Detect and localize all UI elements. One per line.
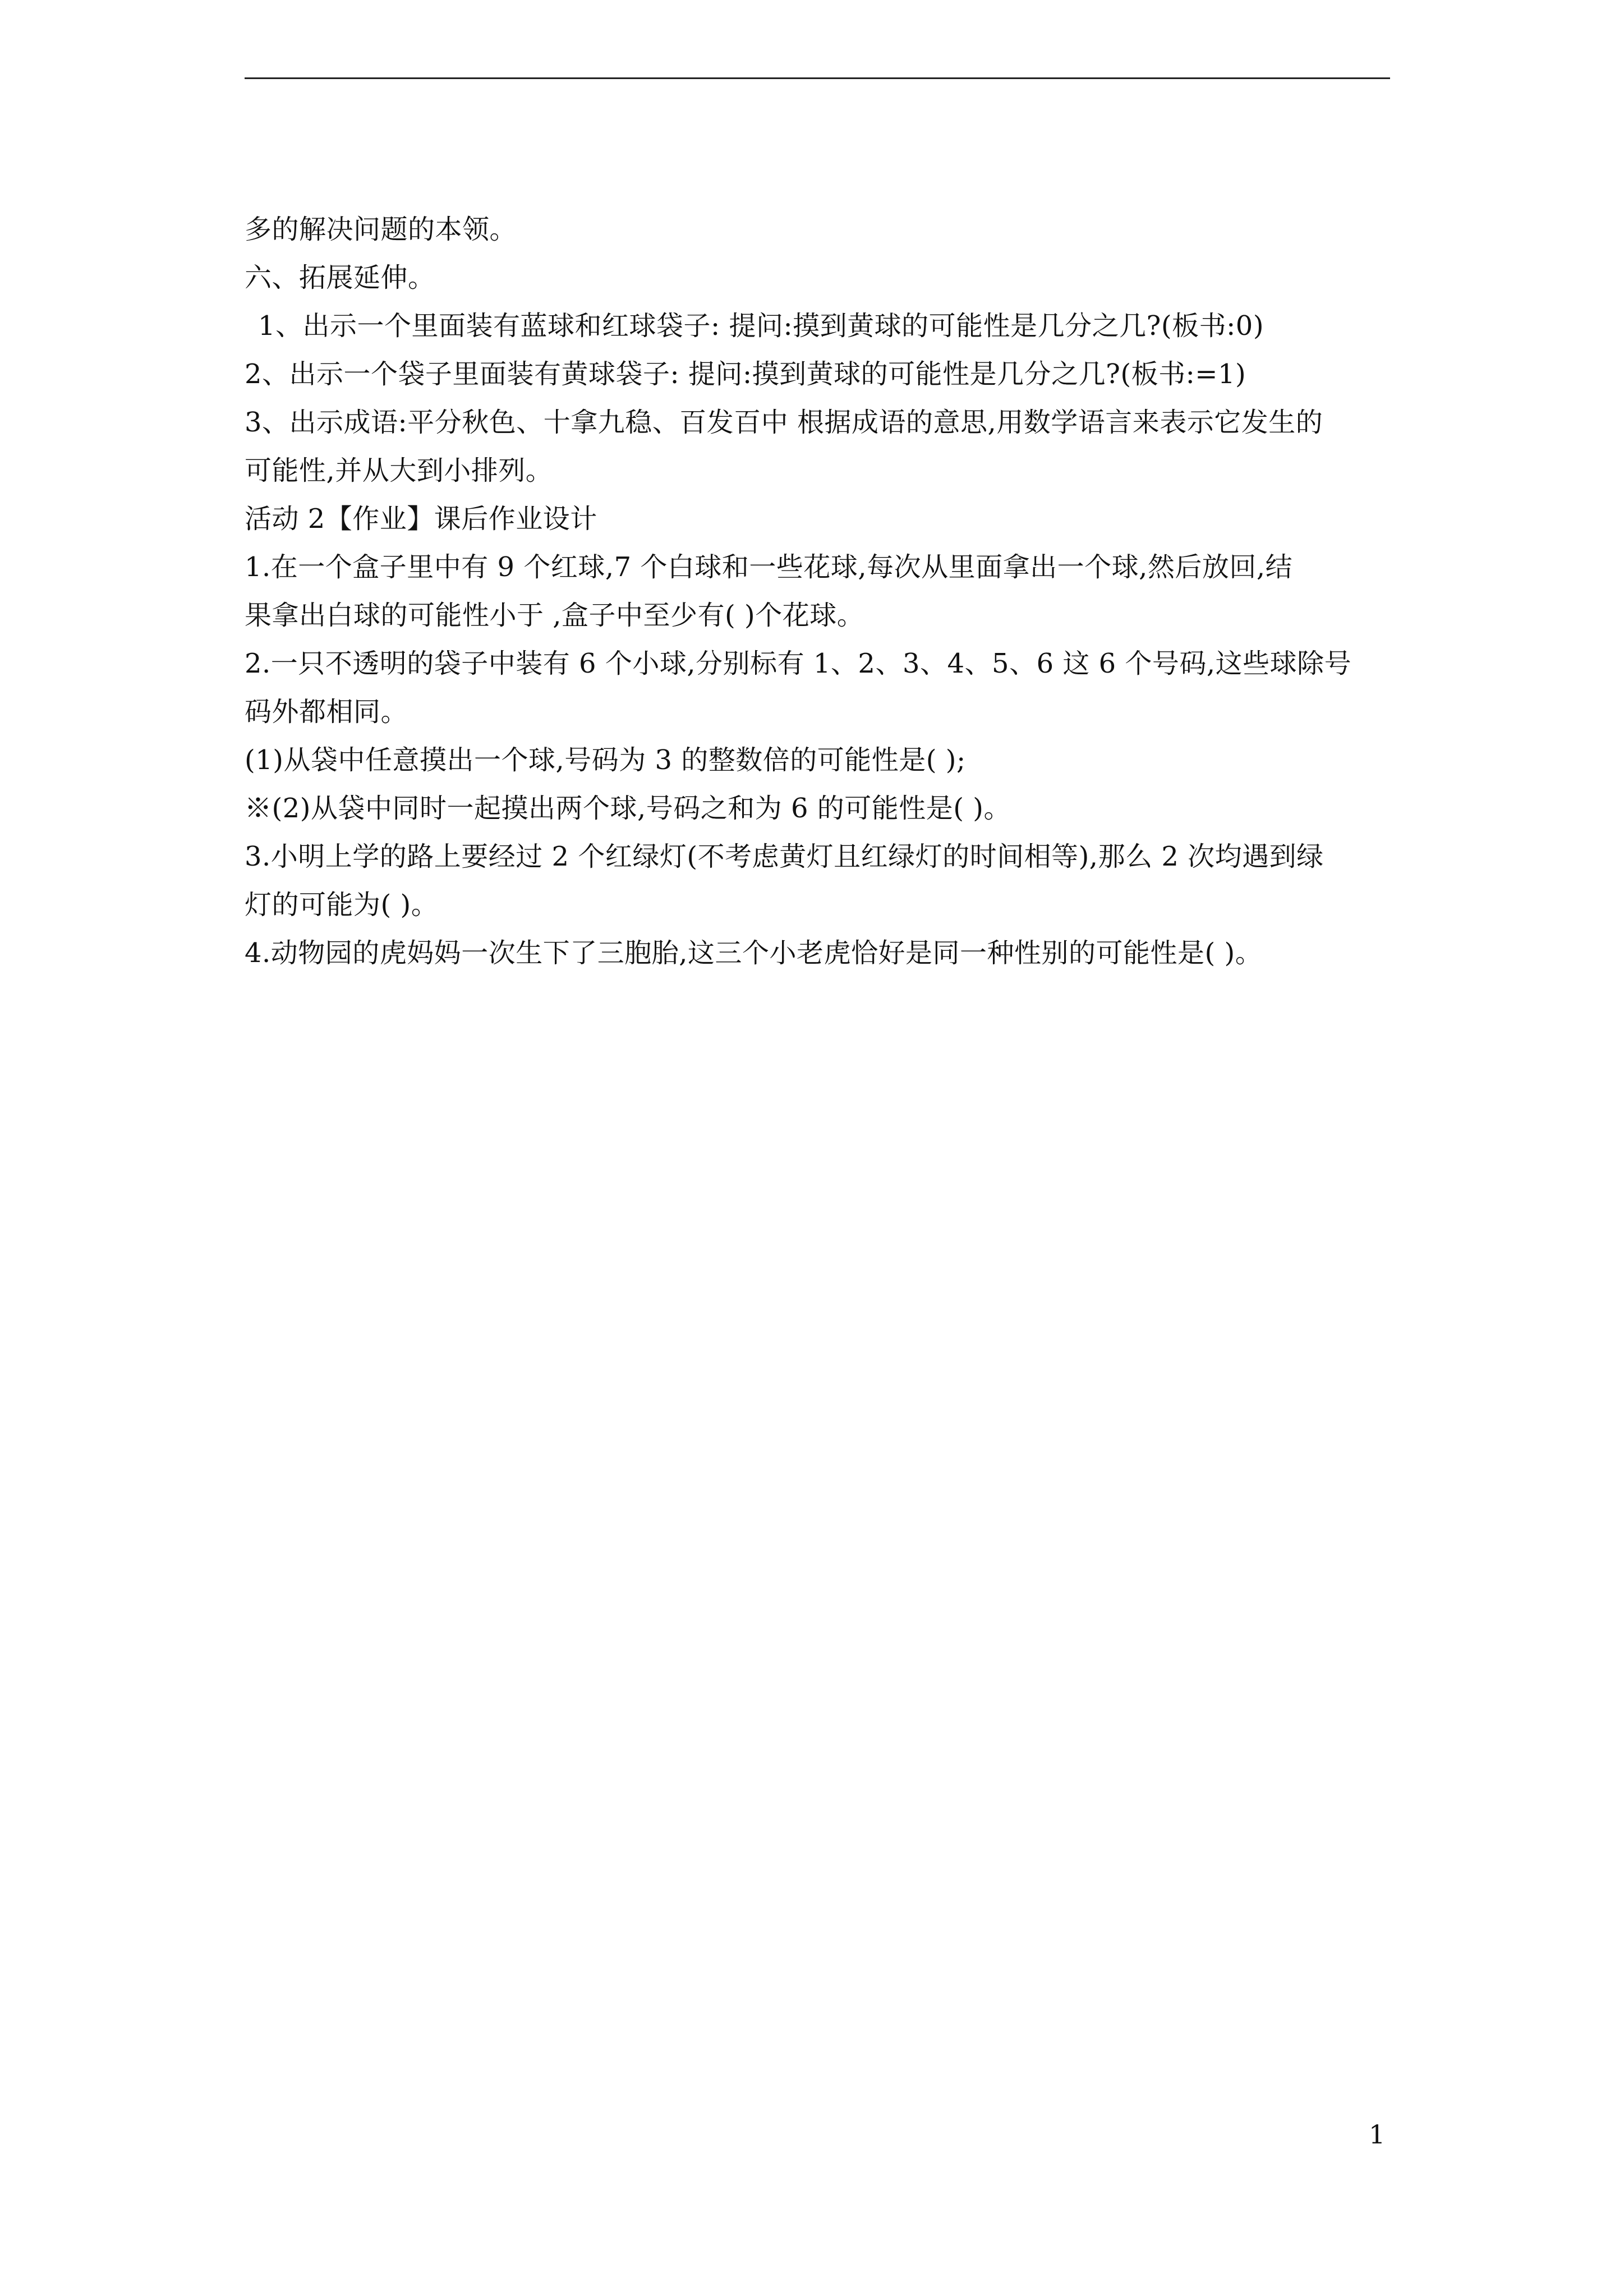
text-line: 1、出示一个里面装有蓝球和红球袋子: 提问:摸到黄球的可能性是几分之几?(板书:0) bbox=[258, 310, 1264, 342]
text-line: 多的解决问题的本领。 bbox=[245, 214, 517, 245]
text-line: ※(2)从袋中同时一起摸出两个球,号码之和为 6 的可能性是( )。 bbox=[245, 793, 1011, 824]
text-line: 码外都相同。 bbox=[245, 696, 408, 728]
header-rule bbox=[245, 77, 1390, 79]
text-line: 2、出示一个袋子里面装有黄球袋子: 提问:摸到黄球的可能性是几分之几?(板书:=1) bbox=[245, 358, 1246, 390]
activity-heading: 活动 2【作业】课后作业设计 bbox=[245, 503, 597, 535]
text-line: 2.一只不透明的袋子中装有 6 个小球,分别标有 1、2、3、4、5、6 这 6 个号码,这些球除号 bbox=[245, 648, 1352, 679]
text-line: 3.小明上学的路上要经过 2 个红绿灯(不考虑黄灯且红绿灯的时间相等),那么 2 次均遇到绿 bbox=[245, 841, 1324, 872]
section-heading: 六、拓展延伸。 bbox=[245, 262, 435, 293]
text-line: 果拿出白球的可能性小于 ,盒子中至少有( )个花球。 bbox=[245, 600, 864, 631]
text-line: 1.在一个盒子里中有 9 个红球,7 个白球和一些花球,每次从里面拿出一个球,然后放回,结 bbox=[245, 551, 1293, 583]
text-line: 可能性,并从大到小排列。 bbox=[245, 455, 553, 486]
text-line: (1)从袋中任意摸出一个球,号码为 3 的整数倍的可能性是( ); bbox=[245, 744, 966, 776]
text-line: 灯的可能为( )。 bbox=[245, 889, 439, 921]
page-number: 1 bbox=[1369, 2119, 1386, 2150]
document-body bbox=[245, 205, 1395, 977]
text-line: 3、出示成语:平分秋色、十拿九稳、百发百中 根据成语的意思,用数学语言来表示它发生的 bbox=[245, 407, 1323, 438]
text-line: 4.动物园的虎妈妈一次生下了三胞胎,这三个小老虎恰好是同一种性别的可能性是( )。 bbox=[245, 937, 1263, 969]
